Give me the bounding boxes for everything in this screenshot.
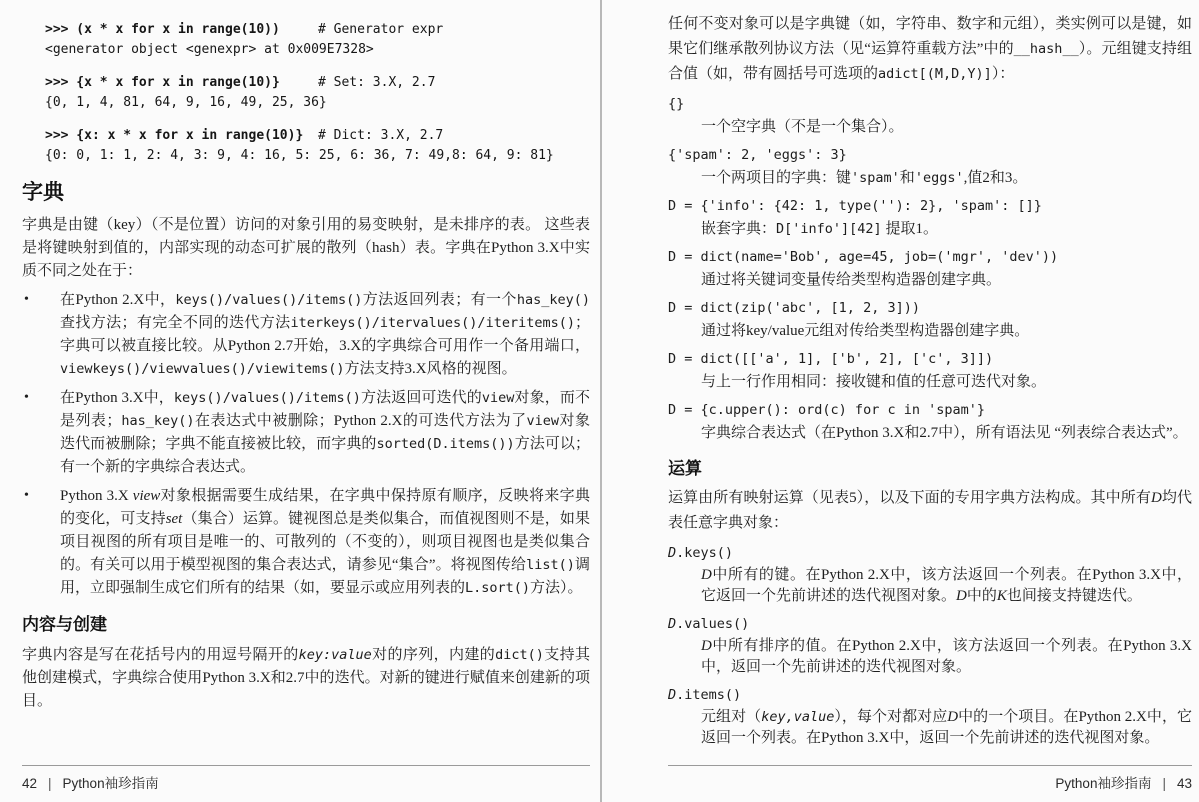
method-desc: D中所有的键。在Python 2.X中，该方法返回一个列表。在Python 3.X中，它返回一个先前讲述的迭代视图对象。D中的K也间接支持键迭代。 xyxy=(701,567,1192,604)
definition-desc: 字典综合表达式（在Python 3.X和2.7中），所有语法见 “列表综合表达式”。 xyxy=(701,425,1188,441)
code-block-comprehensions xyxy=(45,20,590,166)
section-heading-dictionary: 字典 xyxy=(22,181,64,204)
definition-desc: 一个空字典（不是一个集合）。 xyxy=(701,119,904,135)
left-footer-rule xyxy=(22,765,590,766)
method-values xyxy=(668,615,1192,678)
right-page-footer xyxy=(668,772,1192,792)
bullet-marker: • xyxy=(24,488,29,503)
definition-nested-dict xyxy=(668,197,1192,240)
code-input-line xyxy=(45,73,590,93)
method-signature: D.values() xyxy=(668,616,750,632)
code-comment: # Set: 3.X, 2.7 xyxy=(318,75,436,90)
definition-dict-zip xyxy=(668,299,1192,342)
code-output-line: <generator object <genexpr> at 0x009E7328> xyxy=(45,42,374,57)
definition-term: D = {c.upper(): ord(c) for c in 'spam'} xyxy=(668,402,985,418)
left-page xyxy=(22,0,590,802)
footer-separator: | xyxy=(48,776,52,791)
keys-intro-paragraph: 任何不变对象可以是字典键（如，字符串、数字和元组），类实例可以是键，如果它们继承散列协议方法（见“运算符重载方法”中的__hash__）。元组键支持组合值（如，带有圆括号可选项的adict[(M,D,Y)]）： xyxy=(668,16,1192,82)
definition-desc: 一个两项目的字典：键'spam'和'eggs',值2和3。 xyxy=(701,170,1028,186)
left-page-footer xyxy=(22,772,590,792)
definition-desc: 嵌套字典：D['info'][42] 提取1。 xyxy=(701,221,938,237)
code-comment: # Generator expr xyxy=(318,22,444,37)
method-desc: 元组对（key,value），每个对都对应D中的一个项目。在Python 2.X中，它返回一个列表。在Python 3.X中，返回一个先前讲述的迭代视图对象。 xyxy=(701,709,1192,746)
book-title: Python袖珍指南 xyxy=(1055,776,1152,791)
definition-desc: 与上一行作用相同：接收键和值的任意可迭代对象。 xyxy=(701,374,1047,390)
bullet-marker: • xyxy=(24,292,29,307)
definition-term: {} xyxy=(668,96,685,112)
right-footer-rule xyxy=(668,765,1192,766)
page-number: 42 xyxy=(22,776,38,791)
definition-dict-keywords xyxy=(668,248,1192,291)
definition-dict-comprehension xyxy=(668,401,1192,444)
definition-desc: 通过将key/value元组对传给类型构造器创建字典。 xyxy=(701,323,1030,339)
code-output-line: {0, 1, 4, 81, 64, 9, 16, 49, 25, 36} xyxy=(45,95,327,110)
definition-desc: 通过将关键词变量传给类型构造器创建字典。 xyxy=(701,272,1002,288)
code-input-line xyxy=(45,20,590,40)
code-text: >>> {x * x for x in range(10)} xyxy=(45,75,280,90)
book-title: Python袖珍指南 xyxy=(62,776,159,791)
definition-term: D = dict(name='Bob', age=45, job=('mgr', 'dev')) xyxy=(668,249,1059,265)
method-keys xyxy=(668,544,1192,607)
bullet-view-objects xyxy=(22,485,590,600)
code-text: >>> (x * x for x in range(10)) xyxy=(45,22,280,37)
code-comment: # Dict: 3.X, 2.7 xyxy=(318,128,444,143)
bullet-text: 在Python 2.X中，keys()/values()/items()方法返回列表；有一个has_key()查找方法；有完全不同的迭代方法iterkeys()/itervalues()/iteritems()；字典可以被直接比较。从Python 2.7开始，3.X的字典综合可用作一个备用端口，viewkeys()/viewvalues()/viewitems()方法支持3.X风格的视图。 xyxy=(60,292,590,377)
definition-term: D = dict([['a', 1], ['b', 2], ['c', 3]]) xyxy=(668,351,994,367)
method-desc: D中所有排序的值。在Python 2.X中，该方法返回一个列表。在Python 3.X中，返回一个先前讲述的迭代视图对象。 xyxy=(701,638,1192,675)
sub-heading-operations: 运算 xyxy=(668,459,702,478)
bullet-text: 在Python 3.X中，keys()/values()/items()方法返回可迭代的view对象，而不是列表；has_key()在表达式中被删除；Python 2.X的可迭代方法为了view对象迭代而被删除；字典不能直接被比较，而字典的sorted(D.items())方法可以；有一个新的字典综合表达式。 xyxy=(60,390,590,475)
definition-term: D = {'info': {42: 1, type(''): 2}, 'spam': []} xyxy=(668,198,1042,214)
right-page xyxy=(668,0,1192,802)
dictionary-bullet-list xyxy=(22,289,590,600)
bullet-marker: • xyxy=(24,390,29,405)
code-group-set xyxy=(45,73,590,113)
definition-two-item-dict xyxy=(668,146,1192,189)
bullet-python3 xyxy=(22,387,590,479)
sub-heading-content-creation: 内容与创建 xyxy=(22,615,107,634)
method-signature: D.items() xyxy=(668,687,742,703)
footer-separator: | xyxy=(1162,776,1166,791)
content-creation-paragraph: 字典内容是写在花括号内的用逗号隔开的key:value对的序列，内建的dict()支持其他创建模式，字典综合使用Python 3.X和2.7中的迭代。对新的键进行赋值来创建新的项目。 xyxy=(22,647,590,709)
definition-term: {'spam': 2, 'eggs': 3} xyxy=(668,147,847,163)
code-group-generator xyxy=(45,20,590,60)
page-number: 43 xyxy=(1176,776,1192,791)
bullet-text: Python 3.X view对象根据需要生成结果，在字典中保持原有顺序，反映将来字典的变化，可支持set（集合）运算。键视图总是类似集合，而值视图则不是，如果项目视图的所有项目是唯一的、可散列的（不变的），则项目视图也是类似集合的。有关可以用于模型视图的集合表达式，请参见“集合”。将视图传给list()调用，立即强制生成它们所有的结果（如，要显示或应用列表的L.sort()方法）。 xyxy=(60,488,590,596)
definition-dict-iterable xyxy=(668,350,1192,393)
code-text: >>> {x: x * x for x in range(10)} xyxy=(45,128,304,143)
definition-empty-dict xyxy=(668,95,1192,138)
code-input-line xyxy=(45,126,590,146)
definition-term: D = dict(zip('abc', [1, 2, 3])) xyxy=(668,300,920,316)
dictionary-intro-paragraph: 字典是由键（key）（不是位置）访问的对象引用的易变映射，是未排序的表。 这些表是将键映射到值的，内部实现的动态可扩展的散列（hash）表。字典在Python 3.X中实质不同之处在于： xyxy=(22,217,590,279)
bullet-python2 xyxy=(22,289,590,381)
code-group-dict xyxy=(45,126,590,166)
method-items xyxy=(668,686,1192,749)
page-gutter-divider xyxy=(600,0,602,802)
operations-intro-paragraph: 运算由所有映射运算（见表5），以及下面的专用字典方法构成。其中所有D均代表任意字典对象： xyxy=(668,490,1192,531)
method-signature: D.keys() xyxy=(668,545,734,561)
code-output-line: {0: 0, 1: 1, 2: 4, 3: 9, 4: 16, 5: 25, 6: 36, 7: 49,8: 64, 9: 81} xyxy=(45,148,554,163)
